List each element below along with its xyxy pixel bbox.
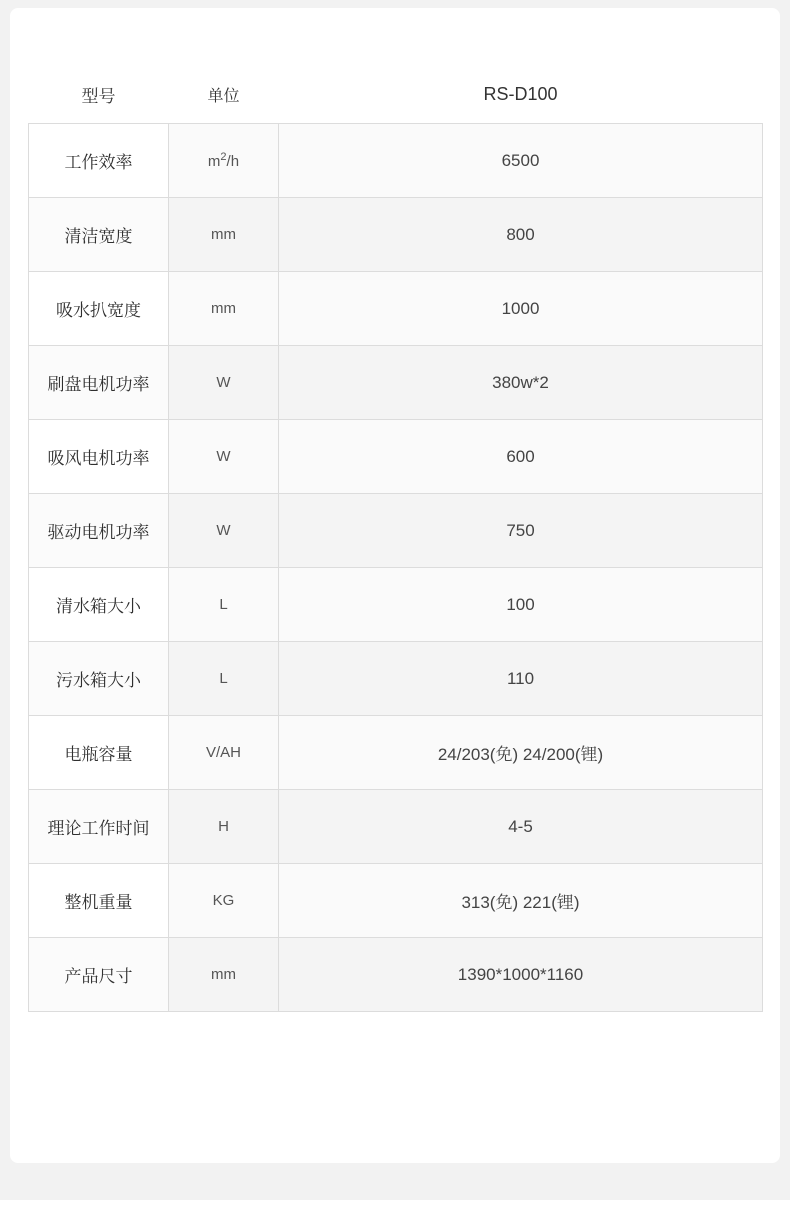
table-row [29, 272, 763, 346]
spec-card [10, 8, 780, 1163]
spec-table-wrapper [28, 70, 762, 1012]
column-header-unit: 单位 [207, 88, 240, 105]
row-value: 380w*2 [279, 346, 763, 420]
row-unit: W [169, 346, 279, 420]
row-label: 吸风电机功率 [29, 420, 169, 494]
table-row [29, 864, 763, 938]
row-label: 刷盘电机功率 [29, 346, 169, 420]
table-row [29, 420, 763, 494]
row-label: 吸水扒宽度 [29, 272, 169, 346]
row-label: 理论工作时间 [29, 790, 169, 864]
row-unit: mm [169, 938, 279, 1012]
table-row [29, 568, 763, 642]
row-value: 750 [279, 494, 763, 568]
row-unit: W [169, 494, 279, 568]
row-unit: L [169, 642, 279, 716]
row-value: 1390*1000*1160 [279, 938, 763, 1012]
table-row [29, 494, 763, 568]
table-row [29, 642, 763, 716]
row-unit: KG [169, 864, 279, 938]
table-row [29, 938, 763, 1012]
row-value: 24/203(免) 24/200(锂) [279, 716, 763, 790]
table-head [29, 70, 763, 124]
row-label: 产品尺寸 [29, 938, 169, 1012]
row-label: 电瓶容量 [29, 716, 169, 790]
row-unit [169, 124, 279, 198]
unit-text-post: /h [226, 153, 240, 170]
page-footer-strip [0, 1200, 790, 1226]
row-value: 313(免) 221(锂) [279, 864, 763, 938]
page-gap [0, 1163, 790, 1200]
table-row [29, 790, 763, 864]
row-value: 4-5 [279, 790, 763, 864]
row-label: 清洁宽度 [29, 198, 169, 272]
table-row [29, 198, 763, 272]
column-header-name: 型号 [81, 87, 116, 106]
row-unit: L [169, 568, 279, 642]
row-value: 100 [279, 568, 763, 642]
table-row [29, 124, 763, 198]
row-unit: W [169, 420, 279, 494]
row-unit: mm [169, 198, 279, 272]
specification-table [28, 70, 763, 1012]
row-label: 整机重量 [29, 864, 169, 938]
table-row [29, 346, 763, 420]
row-value: 800 [279, 198, 763, 272]
row-value: 1000 [279, 272, 763, 346]
row-value: 6500 [279, 124, 763, 198]
row-unit: mm [169, 272, 279, 346]
row-unit: H [169, 790, 279, 864]
row-value: 600 [279, 420, 763, 494]
row-label: 驱动电机功率 [29, 494, 169, 568]
row-label: 污水箱大小 [29, 642, 169, 716]
row-value: 110 [279, 642, 763, 716]
table-row [29, 716, 763, 790]
row-unit: V/AH [169, 716, 279, 790]
row-label: 清水箱大小 [29, 568, 169, 642]
unit-superscript: 2 [220, 151, 227, 163]
table-header-row [29, 70, 763, 124]
column-header-model: RS-D100 [483, 84, 558, 104]
unit-text: m [207, 153, 221, 170]
table-body [29, 124, 763, 1012]
row-label: 工作效率 [29, 124, 169, 198]
